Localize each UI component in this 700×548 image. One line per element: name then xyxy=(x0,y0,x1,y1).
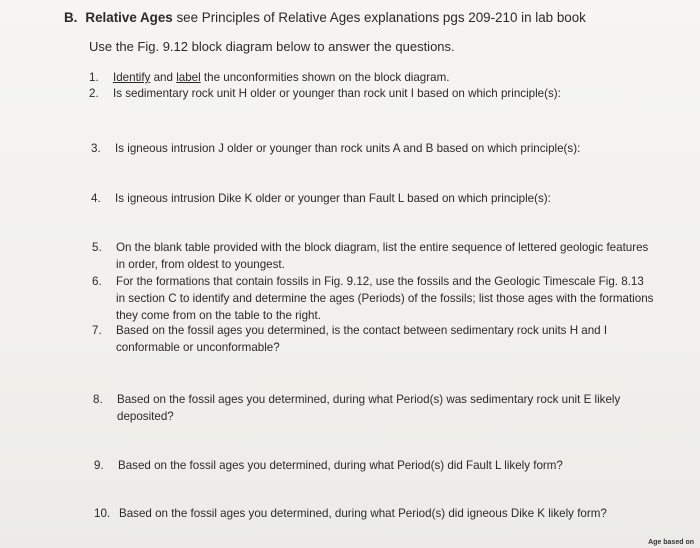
question-number: 3. xyxy=(91,142,101,155)
question-text: Based on the fossil ages you determined, during what Period(s) did igneous Dike K likely form? xyxy=(119,507,607,520)
section-letter: B. xyxy=(64,10,78,25)
question-number: 7. xyxy=(92,324,102,337)
question-number: 1. xyxy=(89,71,99,84)
question-number: 9. xyxy=(94,459,104,472)
question-number: 4. xyxy=(91,192,101,205)
question-text: Based on the fossil ages you determined, during what Period(s) was sedimentary rock unit E likely deposited? xyxy=(117,393,621,423)
question-number: 6. xyxy=(92,275,102,288)
question-text: Is sedimentary rock unit H older or younger than rock unit I based on which principle(s): xyxy=(113,87,561,100)
table-header-fragment: Age based on xyxy=(648,539,694,546)
question-number: 10. xyxy=(94,507,111,520)
question-text: Is igneous intrusion J older or younger than rock units A and B based on which principle(s): xyxy=(115,142,581,155)
question-text: Identify and label the unconformities shown on the block diagram. xyxy=(113,71,450,84)
question-text: For the formations that contain fossils in Fig. 9.12, use the fossils and the Geologic Timescale Fig. 8.13 in section C to identify and determine the ages (Periods) of the fossils; list those ages with the formations they come from on the table to the right. xyxy=(116,275,654,322)
question-text: Based on the fossil ages you determined, during what Period(s) did Fault L likely form? xyxy=(118,459,563,472)
question-number: 5. xyxy=(92,241,102,254)
question-text: Based on the fossil ages you determined, is the contact between sedimentary rock units H and I conformable or unconformable? xyxy=(116,324,608,354)
section-heading xyxy=(64,10,586,25)
section-title-rest: see Principles of Relative Ages explanations pgs 209-210 in lab book xyxy=(172,10,586,25)
question-text: On the blank table provided with the block diagram, list the entire sequence of lettered geologic features in order, from oldest to youngest. xyxy=(116,241,649,271)
section-instruction: Use the Fig. 9.12 block diagram below to answer the questions. xyxy=(89,39,455,54)
section-title: Relative Ages xyxy=(85,10,173,25)
question-number: 8. xyxy=(93,393,103,406)
question-number: 2. xyxy=(89,87,99,100)
question-text: Is igneous intrusion Dike K older or younger than Fault L based on which principle(s): xyxy=(115,192,551,205)
